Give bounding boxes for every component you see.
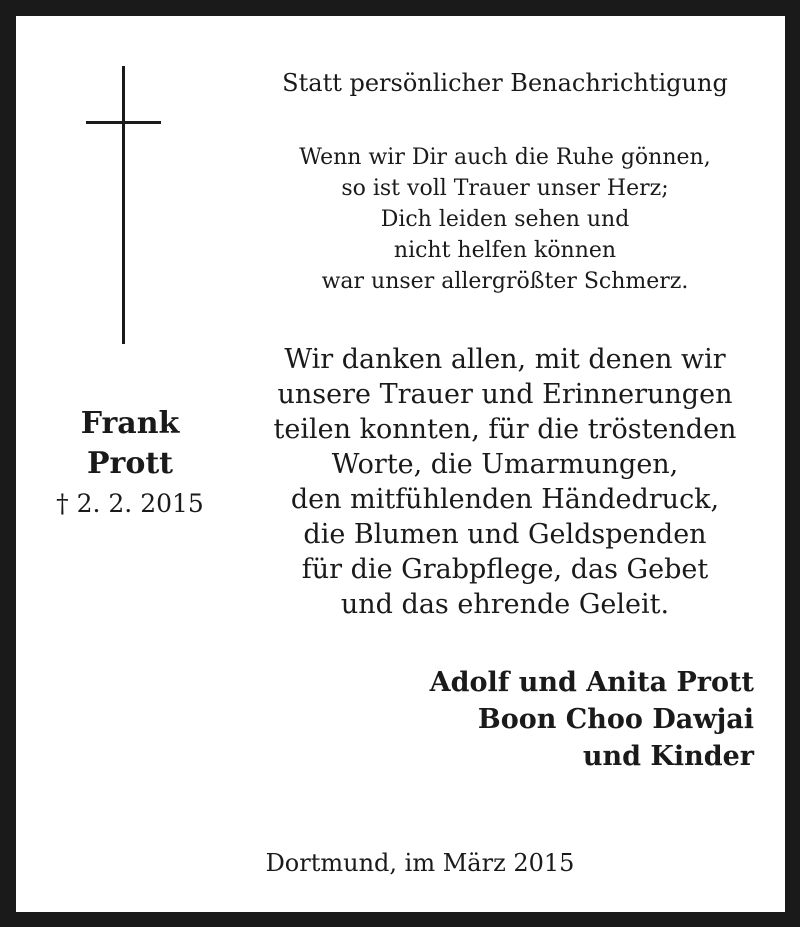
thanks-line: den mitfühlenden Händedruck, <box>290 484 720 515</box>
cross-horizontal-bar <box>86 121 161 124</box>
thanks-line: teilen konnten, für die tröstenden <box>273 414 737 445</box>
poem-line: Dich leiden sehen und <box>380 207 630 232</box>
signer-line: und Kinder <box>582 741 754 772</box>
death-date: † 2. 2. 2015 <box>56 489 204 518</box>
signer-line: Boon Choo Dawjai <box>477 704 754 735</box>
thanks-line: unsere Trauer und Erinnerungen <box>277 379 733 410</box>
thanks-line: und das ehrende Geleit. <box>340 589 670 620</box>
poem-line: Wenn wir Dir auch die Ruhe gönnen, <box>299 145 711 170</box>
deceased-first-name: Frank <box>80 406 180 441</box>
thanks-line: die Blumen und Geldspenden <box>303 519 707 550</box>
thanks-text <box>255 342 755 622</box>
poem <box>255 142 755 297</box>
deceased-name <box>30 404 230 484</box>
signers <box>430 664 754 775</box>
place-date: Dortmund, im März 2015 <box>265 849 575 877</box>
thanks-line: Worte, die Umarmungen, <box>331 449 679 480</box>
cross-vertical-bar <box>122 66 125 344</box>
poem-line: war unser allergrößter Schmerz. <box>321 269 689 294</box>
signer-line: Adolf und Anita Prott <box>429 667 754 698</box>
notice-heading: Statt persönlicher Benachrichtigung <box>282 69 728 97</box>
poem-line: nicht helfen können <box>393 238 617 263</box>
thanks-line: für die Grabpflege, das Gebet <box>301 554 709 585</box>
poem-line: so ist voll Trauer unser Herz; <box>341 176 669 201</box>
thanks-line: Wir danken allen, mit denen wir <box>284 344 726 375</box>
deceased-last-name: Prott <box>86 446 174 481</box>
